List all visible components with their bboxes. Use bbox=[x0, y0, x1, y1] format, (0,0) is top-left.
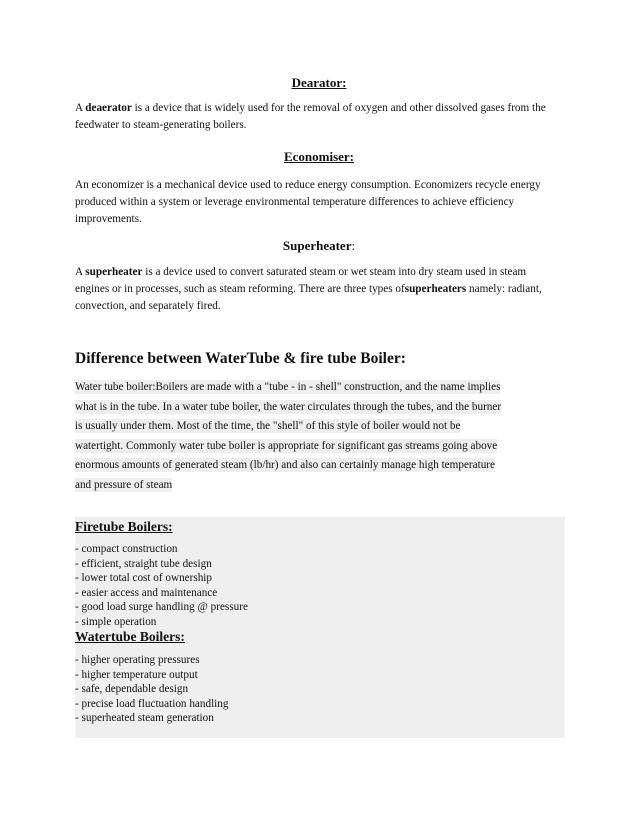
superheater-heading bbox=[0, 238, 638, 254]
boiler-comparison-box bbox=[75, 517, 565, 738]
difference-paragraph bbox=[75, 378, 545, 495]
difference-heading: Difference between WaterTube & fire tube Boiler: bbox=[75, 350, 406, 367]
dearator-lead: A bbox=[75, 102, 86, 114]
difference-line: enormous amounts of generated steam (lb/hr) and also can certainly manage high temperature bbox=[75, 459, 495, 471]
difference-line: and pressure of steam bbox=[75, 478, 173, 491]
superheater-title-colon: : bbox=[351, 238, 356, 253]
difference-line: watertight. Commonly water tube boiler is appropriate for significant gas streams going above bbox=[75, 439, 498, 452]
dearator-term: deaerator bbox=[85, 102, 132, 114]
superheater-paragraph bbox=[75, 264, 553, 315]
firetube-title: Firetube Boilers: bbox=[75, 519, 173, 534]
superheater-term: superheater bbox=[85, 266, 143, 278]
list-item: - higher temperature output bbox=[75, 668, 198, 681]
dearator-paragraph bbox=[75, 100, 563, 134]
list-item: - higher operating pressures bbox=[75, 654, 200, 666]
watertube-title: Watertube Boilers: bbox=[75, 629, 185, 644]
superheater-text-2: namely: radiant, convection, and separately fired. bbox=[75, 283, 542, 312]
list-item: - safe, dependable design bbox=[75, 683, 189, 695]
economiser-paragraph: An economizer is a mechanical device used to reduce energy consumption. Economizers recycle energy produced within a system or leverage environmental temperature differences to achieve efficiency improvements. bbox=[75, 179, 541, 225]
dearator-title: Dearator bbox=[291, 75, 343, 90]
list-item: - good load surge handling @ pressure bbox=[75, 601, 248, 613]
economiser-heading: Economiser: bbox=[283, 149, 355, 164]
list-item: - compact construction bbox=[75, 543, 178, 555]
list-item: - simple operation bbox=[75, 615, 157, 628]
dearator-heading bbox=[0, 75, 638, 91]
list-item: - lower total cost of ownership bbox=[75, 572, 213, 584]
list-item: - precise load fluctuation handling bbox=[75, 697, 229, 710]
dearator-text: is a device that is widely used for the removal of oxygen and other dissolved gases from the feedwater to steam-generating boilers. bbox=[75, 102, 546, 131]
dearator-title-colon: : bbox=[342, 75, 347, 90]
superheater-text-1: is a device used to convert saturated steam or wet steam into dry steam used in steam engines or in processes, such as steam reforming. There are three types of bbox=[75, 266, 527, 295]
difference-line: Water tube boiler:Boilers are made with a "tube - in - shell" construction, and the name implies bbox=[75, 381, 501, 393]
list-item: - easier access and maintenance bbox=[75, 586, 218, 599]
superheater-lead: A bbox=[75, 266, 86, 278]
superheater-term-plural: superheaters bbox=[404, 283, 467, 295]
list-item: - superheated steam generation bbox=[75, 712, 214, 724]
firetube-list bbox=[75, 542, 565, 629]
list-item: - efficient, straight tube design bbox=[75, 557, 212, 570]
difference-line: is usually under them. Most of the time, the "shell" of this style of boiler would not be bbox=[75, 420, 461, 432]
watertube-list bbox=[75, 653, 565, 726]
difference-line: what is in the tube. In a water tube boiler, the water circulates through the tubes, and the burner bbox=[75, 400, 502, 413]
superheater-title: Superheater bbox=[282, 238, 352, 253]
